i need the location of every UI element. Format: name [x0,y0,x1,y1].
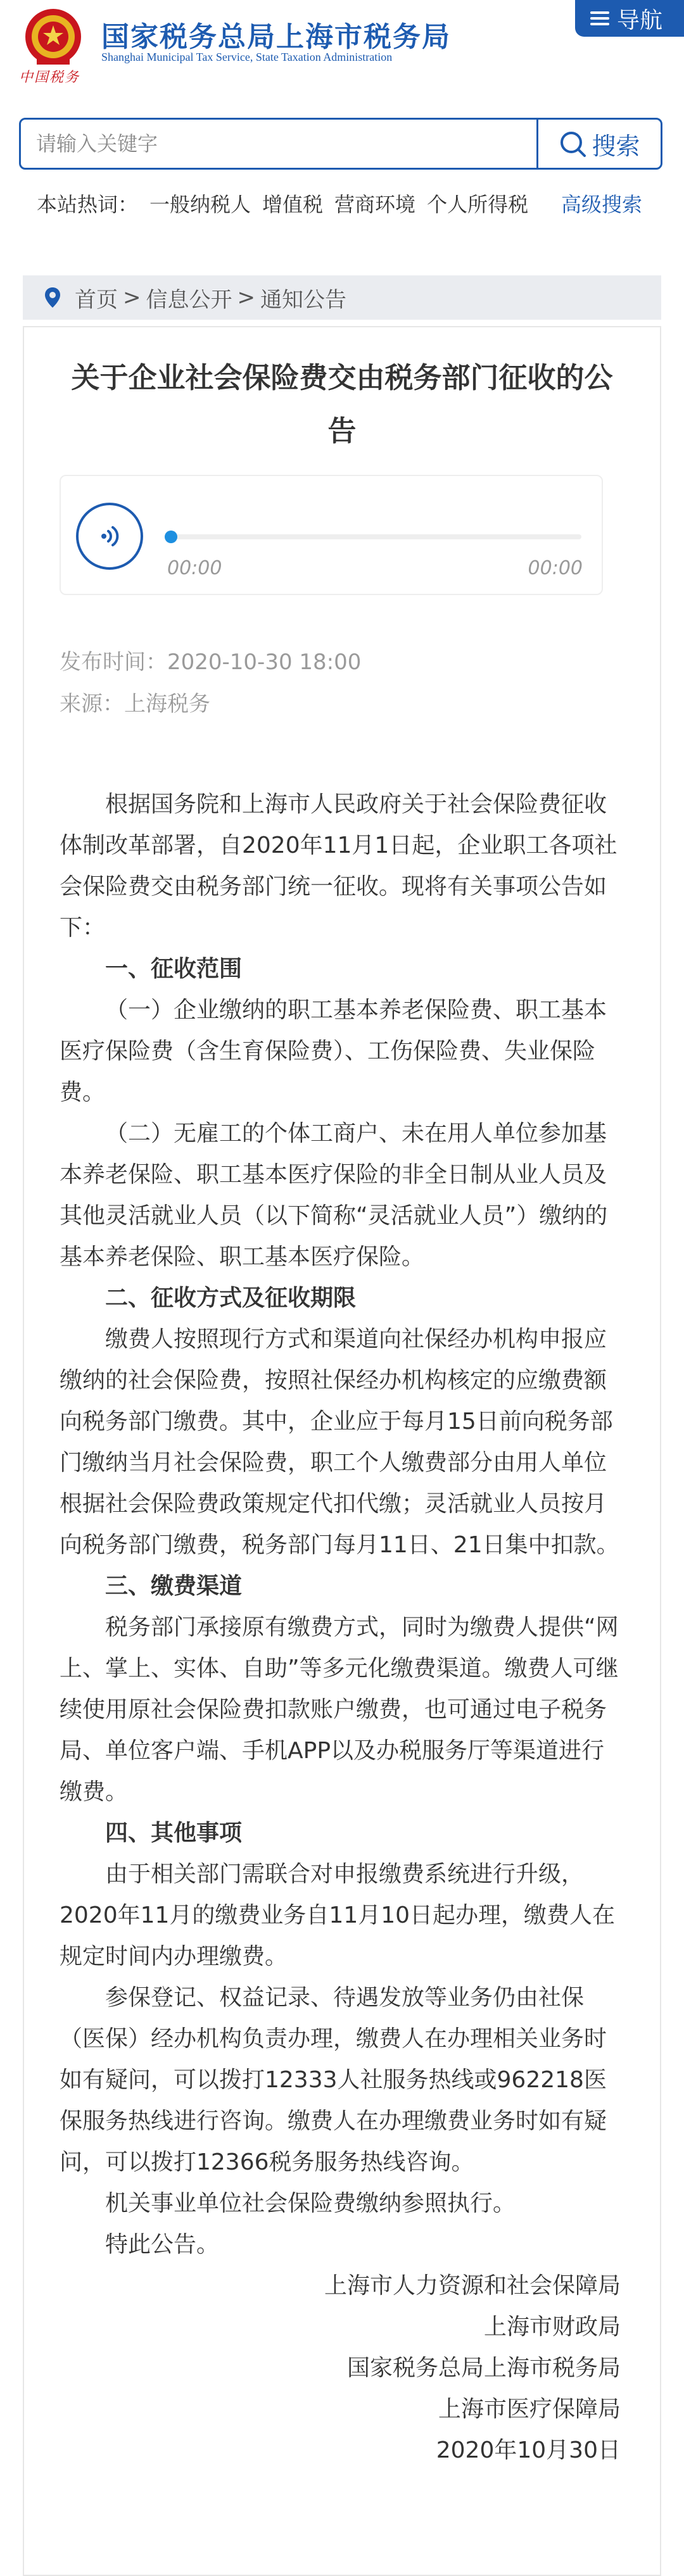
breadcrumb-separator: > [123,285,141,310]
search-button-label: 搜索 [592,132,640,160]
search-button[interactable] [536,120,661,168]
audio-duration: 00:00 [528,557,583,579]
article-paragraph: 特此公告。 [105,2232,220,2258]
hot-word-link[interactable]: 个人所得税 [427,192,529,217]
hot-words-label: 本站热词： [37,192,139,217]
nav-menu-label: 导航 [617,7,663,34]
signature-line: 2020年10月30日 [436,2437,621,2463]
audio-play-button[interactable] [76,503,143,570]
section-heading: 三、缴费渠道 [105,1573,243,1599]
section-heading: 一、征收范围 [105,956,243,982]
source-label: 来源： [60,691,124,717]
hot-word-link[interactable]: 一般纳税人 [149,192,251,217]
search-input[interactable] [21,120,538,168]
advanced-search-link[interactable]: 高级搜索 [561,192,643,217]
source-value: 上海税务 [124,691,210,717]
source-info [60,686,210,717]
signature-line: 国家税务总局上海市税务局 [346,2355,621,2381]
nav-menu-button[interactable] [575,0,684,37]
article-paragraph: 税务部门承接原有缴费方式，同时为缴费人提供“网上、掌上、实体、自助”等多元化缴费渠道。缴费人可继续使用原社会保险费扣款账户缴费，也可通过电子税务局、单位客户端、手机APP以及办税服务厅等渠道进行缴费。 [60,1614,619,1805]
publish-label: 发布时间： [60,650,167,675]
audio-wave-icon [96,522,124,550]
article-paragraph: 根据国务院和上海市人民政府关于社会保险费征收体制改革部署，自2020年11月1日起，企业职工各项社会保险费交由税务部门统一征收。现将有关事项公告如下： [60,791,618,941]
section-heading: 四、其他事项 [105,1820,243,1846]
article-paragraph: 由于相关部门需联合对申报缴费系统进行升级，2020年11月的缴费业务自11月10日起办理，缴费人在规定时间内办理缴费。 [60,1861,616,1970]
hot-word-link[interactable]: 增值税 [262,192,324,217]
audio-progress-handle[interactable] [165,531,177,543]
location-pin-icon [44,287,61,308]
emblem-caption: 中国税务 [19,70,80,85]
breadcrumb-separator: > [237,285,255,310]
article-body [60,784,621,2471]
signature-line: 上海市医疗保障局 [438,2396,621,2422]
publish-time: 2020-10-30 18:00 [167,650,362,675]
site-title[interactable]: 国家税务总局上海市税务局 [101,21,451,53]
menu-icon [590,10,612,27]
breadcrumb-home[interactable]: 首页 [75,287,118,313]
signature-line: 上海市财政局 [483,2314,621,2340]
breadcrumb-notices[interactable]: 通知公告 [260,287,346,313]
audio-progress-track[interactable] [167,534,581,539]
signature-line: 上海市人力资源和社会保障局 [324,2273,621,2299]
article-paragraph: 参保登记、权益记录、待遇发放等业务仍由社保（医保）经办机构负责办理，缴费人在办理相关业务时如有疑问，可以拨打12333人社服务热线或962218医保服务热线进行咨询。缴费人在办理缴费业务时如有疑问，可以拨打12366税务服务热线咨询。 [60,1985,607,2175]
article-title: 关于企业社会保险费交由税务部门征收的公告 [71,361,613,448]
audio-current-time: 00:00 [167,557,222,579]
breadcrumb [23,275,661,320]
article-paragraph: 机关事业单位社会保险费缴纳参照执行。 [105,2190,516,2216]
search-bar [19,118,662,170]
article-paragraph: （一）企业缴纳的职工基本养老保险费、职工基本医疗保险费（含生育保险费）、工伤保险费、失业保险费。 [60,997,607,1105]
hot-words [37,189,537,220]
site-subtitle: Shanghai Municipal Tax Service, State Taxation Administration [101,51,393,63]
hot-word-link[interactable]: 营商环境 [334,192,416,217]
audio-player [60,475,603,595]
breadcrumb-info-public[interactable]: 信息公开 [146,287,232,313]
publish-info [60,644,361,675]
site-header [0,0,684,104]
search-icon [559,130,586,158]
article-paragraph: （二）无雇工的个体工商户、未在用人单位参加基本养老保险、职工基本医疗保险的非全日制从业人员及其他灵活就业人员（以下简称“灵活就业人员”）缴纳的基本养老保险、职工基本医疗保险。 [60,1121,608,1270]
section-heading: 二、征收方式及征收期限 [105,1285,357,1311]
article-paragraph: 缴费人按照现行方式和渠道向社保经办机构申报应缴纳的社会保险费，按照社保经办机构核定的应缴费额向税务部门缴费。其中，企业应于每月15日前向税务部门缴纳当月社会保险费，职工个人缴费部分由用人单位根据社会保险费政策规定代扣代缴；灵活就业人员按月向税务部门缴费，税务部门每月11日、21日集中扣款。 [60,1326,619,1558]
